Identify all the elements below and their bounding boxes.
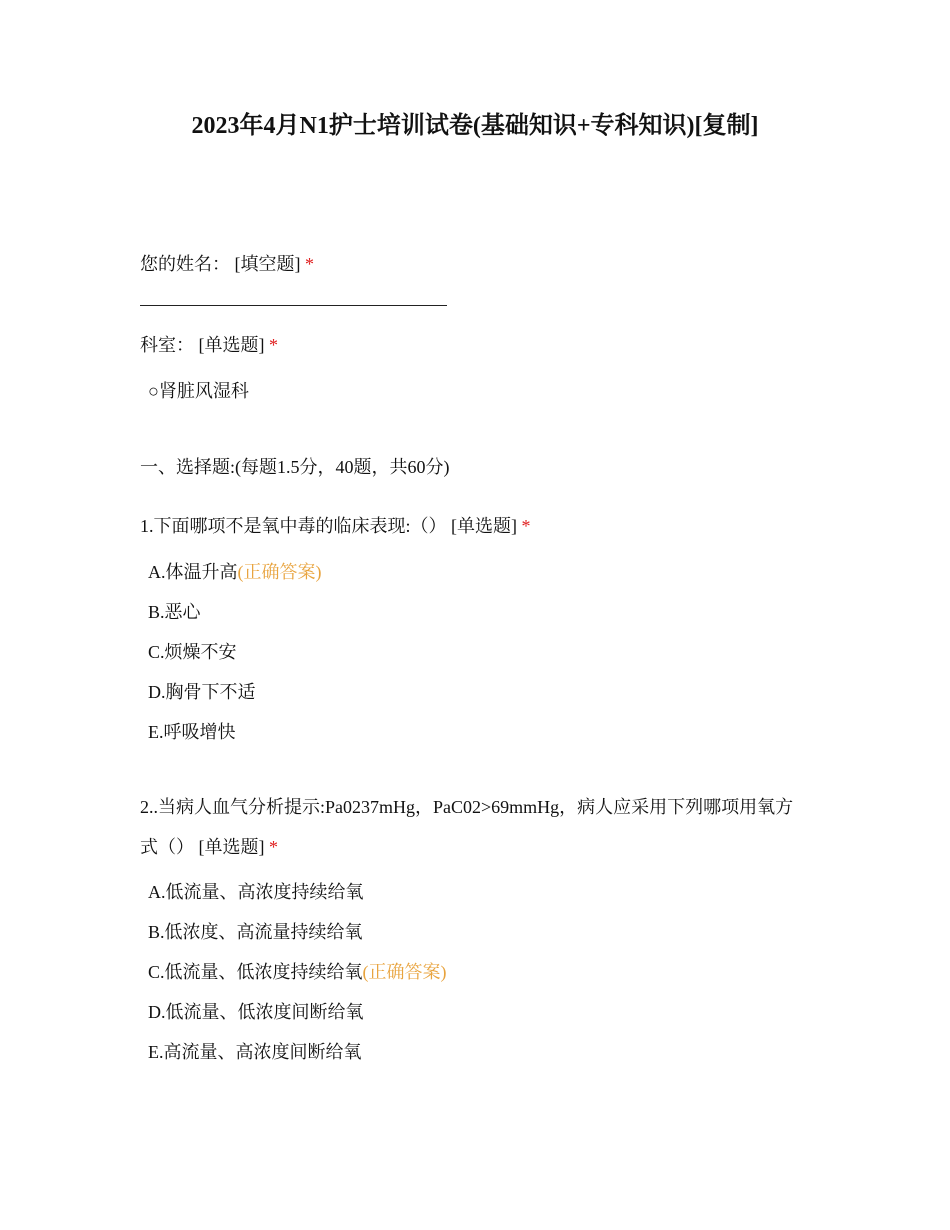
- question-1-option-d[interactable]: [148, 679, 256, 705]
- question-1-type: [单选题]: [451, 516, 517, 536]
- name-question: [140, 251, 314, 277]
- name-answer-blank[interactable]: [140, 305, 447, 306]
- question-2-option-d[interactable]: [148, 999, 364, 1025]
- question-1-option-b[interactable]: [148, 599, 201, 625]
- department-option[interactable]: [148, 378, 249, 404]
- question-2: [140, 787, 810, 867]
- question-2-text: 2..当病人血气分析提示:Pa0237mHg，PaC02>69mmHg，病人应采用下列哪项用氧方式（）: [140, 797, 794, 857]
- option-label: A.体温升高: [148, 562, 238, 582]
- option-label: D.低流量、低浓度间断给氧: [148, 1002, 364, 1022]
- required-mark: *: [521, 516, 531, 536]
- department-question: [140, 332, 278, 358]
- department-question-type: [单选题]: [198, 335, 265, 355]
- department-option-label: 肾脏风湿科: [158, 381, 249, 401]
- question-1-text: 1.下面哪项不是氧中毒的临床表现:（）: [140, 516, 447, 536]
- option-label: B.低浓度、高流量持续给氧: [148, 922, 363, 942]
- question-2-option-e[interactable]: [148, 1039, 362, 1065]
- name-question-type: [填空题]: [234, 254, 301, 274]
- question-2-option-a[interactable]: [148, 879, 364, 905]
- option-label: C.低流量、低浓度持续给氧: [148, 962, 363, 982]
- name-question-label: 您的姓名：: [140, 254, 230, 274]
- option-label: D.胸骨下不适: [148, 682, 256, 702]
- question-2-option-b[interactable]: [148, 919, 363, 945]
- option-label: A.低流量、高浓度持续给氧: [148, 882, 364, 902]
- correct-answer-tag: (正确答案): [237, 562, 322, 582]
- question-1-option-a[interactable]: [148, 559, 322, 585]
- radio-circle-icon[interactable]: ○: [148, 381, 159, 401]
- question-2-option-c[interactable]: [148, 959, 447, 985]
- question-1: [140, 513, 531, 539]
- section-heading: 一、选择题:(每题1.5分，40题，共60分): [140, 457, 450, 477]
- question-1-option-e[interactable]: [148, 719, 236, 745]
- question-2-type: [单选题]: [198, 837, 265, 857]
- required-mark: *: [269, 837, 278, 857]
- correct-answer-tag: (正确答案): [362, 962, 447, 982]
- option-label: C.烦燥不安: [148, 642, 237, 662]
- option-label: B.恶心: [148, 602, 201, 622]
- question-1-option-c[interactable]: [148, 639, 237, 665]
- required-mark: *: [269, 335, 278, 355]
- required-mark: *: [305, 254, 314, 274]
- option-label: E.呼吸增快: [148, 722, 236, 742]
- option-label: E.高流量、高浓度间断给氧: [148, 1042, 362, 1062]
- document-title: 2023年4月N1护士培训试卷(基础知识+专科知识)[复制]: [191, 113, 759, 139]
- department-question-label: 科室：: [140, 335, 194, 355]
